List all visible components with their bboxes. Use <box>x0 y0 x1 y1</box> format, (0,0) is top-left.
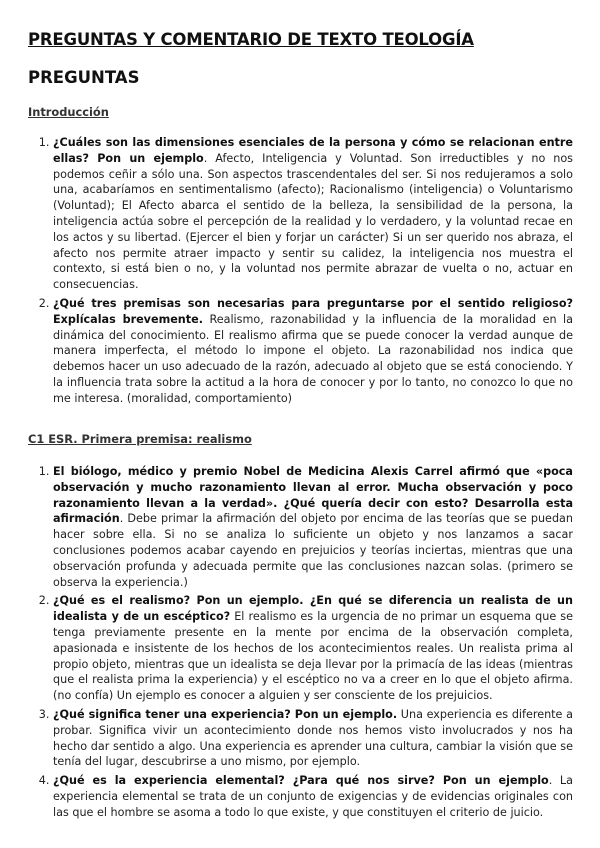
question-list-introduccion <box>28 135 573 410</box>
question-text: El biólogo, médico y premio Nobel de Medicina Alexis Carrel afirmó que «poca observación y mucho razonamiento llevan al error. Mucha observación y poco razonamiento llevan a la verdad». ¿Qué quería decir con esto? Desarrolla esta afirmación <box>53 465 573 526</box>
question-list-realismo <box>28 464 573 824</box>
answer-text: Una experiencia es diferente a probar. Significa vivir un acontecimiento donde nos hemos visto involucrados y nos ha hecho dar sentido a algo. Una experiencia es aprender una cultura, cambiar la visión que se tenía del lugar, descubrirse a uno mismo, por ejemplo. <box>53 707 573 769</box>
question-text: ¿Qué es la experiencia elemental? ¿Para qué nos sirve? Pon un ejemplo <box>53 774 549 788</box>
section-heading-realismo: C1 ESR. Primera premisa: realismo <box>28 432 252 446</box>
question-text: ¿Qué significa tener una experiencia? Pon un ejemplo. <box>53 707 398 721</box>
question-item-1 <box>53 464 573 590</box>
question-item-1 <box>53 135 573 293</box>
question-text: ¿Cuáles son las dimensiones esenciales de la persona y cómo se relacionan entre ellas? Pon un ejemplo <box>53 136 573 165</box>
question-item-3 <box>53 707 573 770</box>
question-item-2 <box>53 593 573 704</box>
question-text: ¿Qué tres premisas son necesarias para preguntarse por el sentido religioso? Explícalas brevemente. <box>53 296 573 326</box>
answer-text: . Debe primar la afirmación del objeto por encima de las teorías que se puedan hacer sobre ella. Si no se analiza lo suficiente un objeto y nos lanzamos a sacar conclusiones podemos acabar cayendo en prejuicios y teorías inciertas, mientras que una observación profunda y adecuada permite que las conclusiones nazcan solas. (primero se observa la experiencia.) <box>53 512 573 589</box>
question-item-2 <box>53 296 573 407</box>
question-text: ¿Qué es el realismo? Pon un ejemplo. ¿En qué se diferencia un realista de un idealista y de un escéptico? <box>53 594 573 624</box>
document-title: PREGUNTAS Y COMENTARIO DE TEXTO TEOLOGÍA <box>28 30 474 49</box>
section-heading-introduccion: Introducción <box>28 105 109 119</box>
question-item-4 <box>53 773 573 820</box>
answer-text: Realismo, razonabilidad y la influencia de la moralidad en la dinámica del conocimiento. El realismo afirma que se puede conocer la verdad aunque de manera imperfecta, el método lo impone el objeto. La razonabilidad nos indica que debemos hacer un uso adecuado de la razón, adecuado al objeto que se está conociendo. Y la influencia trata sobre la actitud a la hora de conocer y por lo tanto, no conozco lo que no me interesa. (moralidad, comportamiento) <box>53 312 574 405</box>
answer-text: . Afecto, Inteligencia y Voluntad. Son irreductibles y no nos podemos ceñir a sólo una. Son aspectos trascendentales del ser. Si nos redujeramos a solo una, acabaríamos en sentimentalismo (afecto); Racionalismo (inteligencia) o Voluntarismo (Voluntad); El Afecto abarca el sentido de la belleza, la sensibilidad de la persona, la inteligencia actúa sobre el percepción de la realidad y lo verdadero, y la voluntad recae en los actos y su libertad. (Ejercer el bien y forjar un carácter) Si un ser querido nos abraza, el afecto nos permite atraer impacto y sentir su calidez, la inteligencia nos muestra el contexto, si está bien o no, y la voluntad nos permite abrazar de vuelta o no, actuar en consecuencias. <box>53 151 573 292</box>
answer-text: . La experiencia elemental se trata de un conjunto de exigencias y de evidencias originales con las que el hombre se asoma a todo lo que existe, y que constituyen el criterio de juicio. <box>53 774 573 819</box>
document-subtitle: PREGUNTAS <box>28 68 140 87</box>
answer-text: El realismo es la urgencia de no primar un esquema que se tenga previamente presente en la mente por encima de la observación completa, apasionada e insistente de los hechos de los acontecimientos reales. Un realista prima al propio objeto, mientras que un idealista se deja llevar por la primacía de las ideas (mientras que el realista prima la experiencia) y el escéptico no va a creer en lo que el objeto afirma. (no confía) Un ejemplo es conocer a alguien y ser consciente de los prejuicios. <box>53 610 573 703</box>
